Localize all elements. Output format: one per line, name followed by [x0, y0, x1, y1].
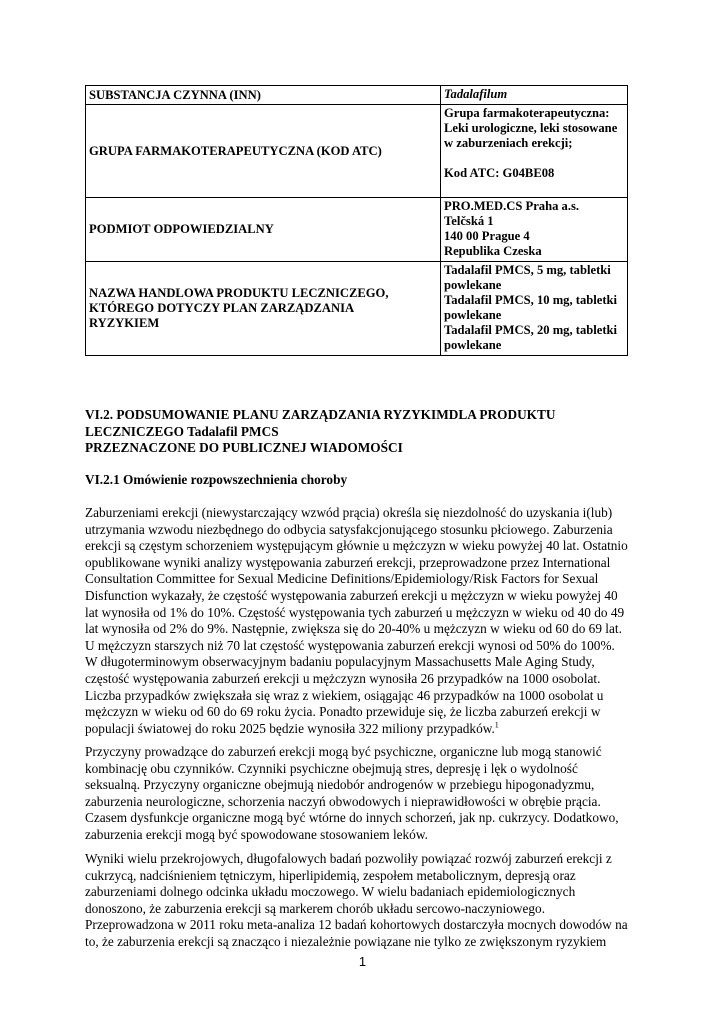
row-label: [86, 262, 441, 356]
text-line: to, że zaburzenia erekcji są znacząco i niezależnie powiązane nie tylko ze zwiększonym ryzykiem: [85, 933, 607, 949]
text-line: Przyczyny prowadzące do zaburzeń erekcji mogą być psychiczne, organiczne lub mogą stanowić: [85, 744, 602, 759]
text-line: zaburzenia neurologiczne, schorzenia naczyń obwodowych i nieprawidłowości w obrębie prącia.: [85, 793, 601, 809]
heading-line: VI.2. PODSUMOWANIE PLANU ZARZĄDZANIA RYZYKIMDLA PRODUKTU: [85, 407, 556, 422]
value-line: Leki urologiczne, leki stosowane: [444, 121, 618, 135]
text-line: opublikowane wyniki analizy występowania zaburzeń erekcji, przeprowadzone przez International: [85, 554, 611, 570]
table-row: [86, 105, 628, 198]
text-line: U mężczyzn starszych niż 70 lat częstość występowania zaburzeń erekcji wynosi od 50% do 100%.: [85, 637, 615, 653]
text-line: utrzymania wzwodu niezbędnego do odbycia satysfakcjonującego stosunku płciowego. Zaburzenia: [85, 521, 613, 537]
text-line: Wyniki wielu przekrojowych, długofalowych badań pozwoliły powiązać rozwój zaburzeń erekcji z: [85, 851, 612, 866]
value-line: w zaburzeniach erekcji;: [444, 136, 573, 150]
value-line: powlekane: [444, 338, 502, 352]
spacer: [444, 151, 624, 166]
text-line: W długoterminowym obserwacyjnym badaniu populacyjnym Massachusetts Male Aging Study,: [85, 654, 595, 670]
text-line: lat wynosiła od 2% do 9%. Następnie, zwiększa się do 20-40% u mężczyzn w wieku od 60 do 69 lat.: [85, 621, 622, 637]
row-value: Tadalafilum: [441, 86, 628, 105]
value-line: Tadalafil PMCS, 5 mg, tabletki: [444, 263, 611, 277]
value-line: powlekane: [444, 308, 502, 322]
text-line: Przeprowadzona w 2011 roku meta-analiza 12 badań kohortowych dostarczyła mocnych dowodów na: [85, 917, 628, 933]
value-line: powlekane: [444, 278, 502, 292]
table-row: [86, 262, 628, 356]
product-info-table: [85, 85, 628, 356]
subsection-heading: VI.2.1 Omówienie rozpowszechnienia choroby: [85, 472, 348, 487]
text-line: Zaburzeniami erekcji (niewystarczający wzwód prącia) określa się niezdolność do uzyskania i(lub): [85, 505, 613, 520]
text-line: częstość występowania zaburzeń erekcji u mężczyzn wynosiła 26 przypadków na 1000 osobolat.: [85, 670, 601, 686]
value-line: Telčská 1: [444, 214, 494, 228]
label-line: KTÓREGO DOTYCZY PLAN ZARZĄDZANIA: [89, 301, 355, 315]
text-line: mężczyzn w wieku od 60 do 69 roku życia. Ponadto przewiduje się, że liczba zaburzeń erekcji w: [85, 704, 601, 720]
heading-line: LECZNICZEGO Tadalafil PMCS: [85, 423, 279, 439]
text-line: Disfunction wykazały, że częstość występowania zaburzeń erekcji u mężczyzn w wieku powyżej 40: [85, 587, 618, 603]
text-line: cukrzycą, nadciśnieniem tętniczym, hiperlipidemią, zespołem metabolicznym, depresją oraz: [85, 867, 576, 883]
value-line: 140 00 Prague 4: [444, 229, 530, 243]
text-line: seksualną. Przyczyny organiczne obejmują niedobór androgenów w przebiegu hipogonadyzmu,: [85, 777, 595, 793]
text-line: Czasem dysfunkcje organiczne mogą być wtórne do innych schorzeń, jak np. cukrzycy. Dodatkowo,: [85, 810, 619, 826]
value-line: Tadalafil PMCS, 20 mg, tabletki: [444, 323, 618, 337]
value-line: Kod ATC: G04BE08: [444, 166, 555, 180]
text-line: kombinację obu czynników. Czynniki psychiczne obejmują stres, depresję i lęk o wydolność: [85, 760, 578, 776]
text-line: zaburzenia erekcji mogą być spowodowane stosowaniem leków.: [85, 826, 428, 842]
paragraph-causes: [85, 744, 645, 844]
text-line: lat wynosiła od 1% do 10%. Częstość występowania tych zaburzeń u mężczyzn w wieku od 40 do 49: [85, 604, 625, 620]
text-line: [85, 721, 645, 738]
row-value: [441, 262, 628, 356]
value-line: Republika Czeska: [444, 244, 542, 258]
text-line: Liczba przypadków zwiększała się wraz z wiekiem, osiągając 46 przypadków na 1000 osobolat u: [85, 687, 604, 703]
text-line: donoszono, że zaburzenia erekcji są markerem chorób układu sercowo-naczyniowego.: [85, 900, 546, 916]
row-value: [441, 198, 628, 262]
value-line: Grupa farmakoterapeutyczna:: [444, 106, 610, 120]
row-label: GRUPA FARMAKOTERAPEUTYCZNA (KOD ATC): [86, 105, 441, 198]
page-number: 1: [358, 954, 367, 969]
paragraph-prevalence: [85, 505, 645, 737]
value-line: Tadalafil PMCS, 10 mg, tabletki: [444, 293, 618, 307]
text-line: erekcji są częstym schorzeniem występującym głównie u mężczyzn w wieku powyżej 40 lat. Ostatnio: [85, 538, 628, 554]
row-value: [441, 105, 628, 198]
table-row: [86, 86, 628, 105]
section-heading: [85, 407, 645, 457]
label-line: RYZYKIEM: [89, 316, 160, 330]
label-line: NAZWA HANDLOWA PRODUKTU LECZNICZEGO,: [89, 286, 389, 300]
value-line: PRO.MED.CS Praha a.s.: [444, 199, 580, 213]
text-line: Consultation Committee for Sexual Medicine Definitions/Epidemiology/Risk Factors for Sexual: [85, 571, 599, 587]
paragraph-studies: [85, 851, 645, 951]
text-line: zaburzeniami dolnego odcinka układu moczowego. W wielu badaniach epidemiologicznych: [85, 884, 576, 900]
heading-line: PRZEZNACZONE DO PUBLICZNEJ WIADOMOŚCI: [85, 440, 403, 456]
table-row: [86, 198, 628, 262]
row-label: PODMIOT ODPOWIEDZIALNY: [86, 198, 441, 262]
row-label: SUBSTANCJA CZYNNA (INN): [86, 86, 441, 105]
text-line-content: populacji światowej do roku 2025 będzie wynosiła 322 miliony przypadków.: [85, 720, 495, 736]
footnote-marker: 1: [494, 720, 499, 730]
